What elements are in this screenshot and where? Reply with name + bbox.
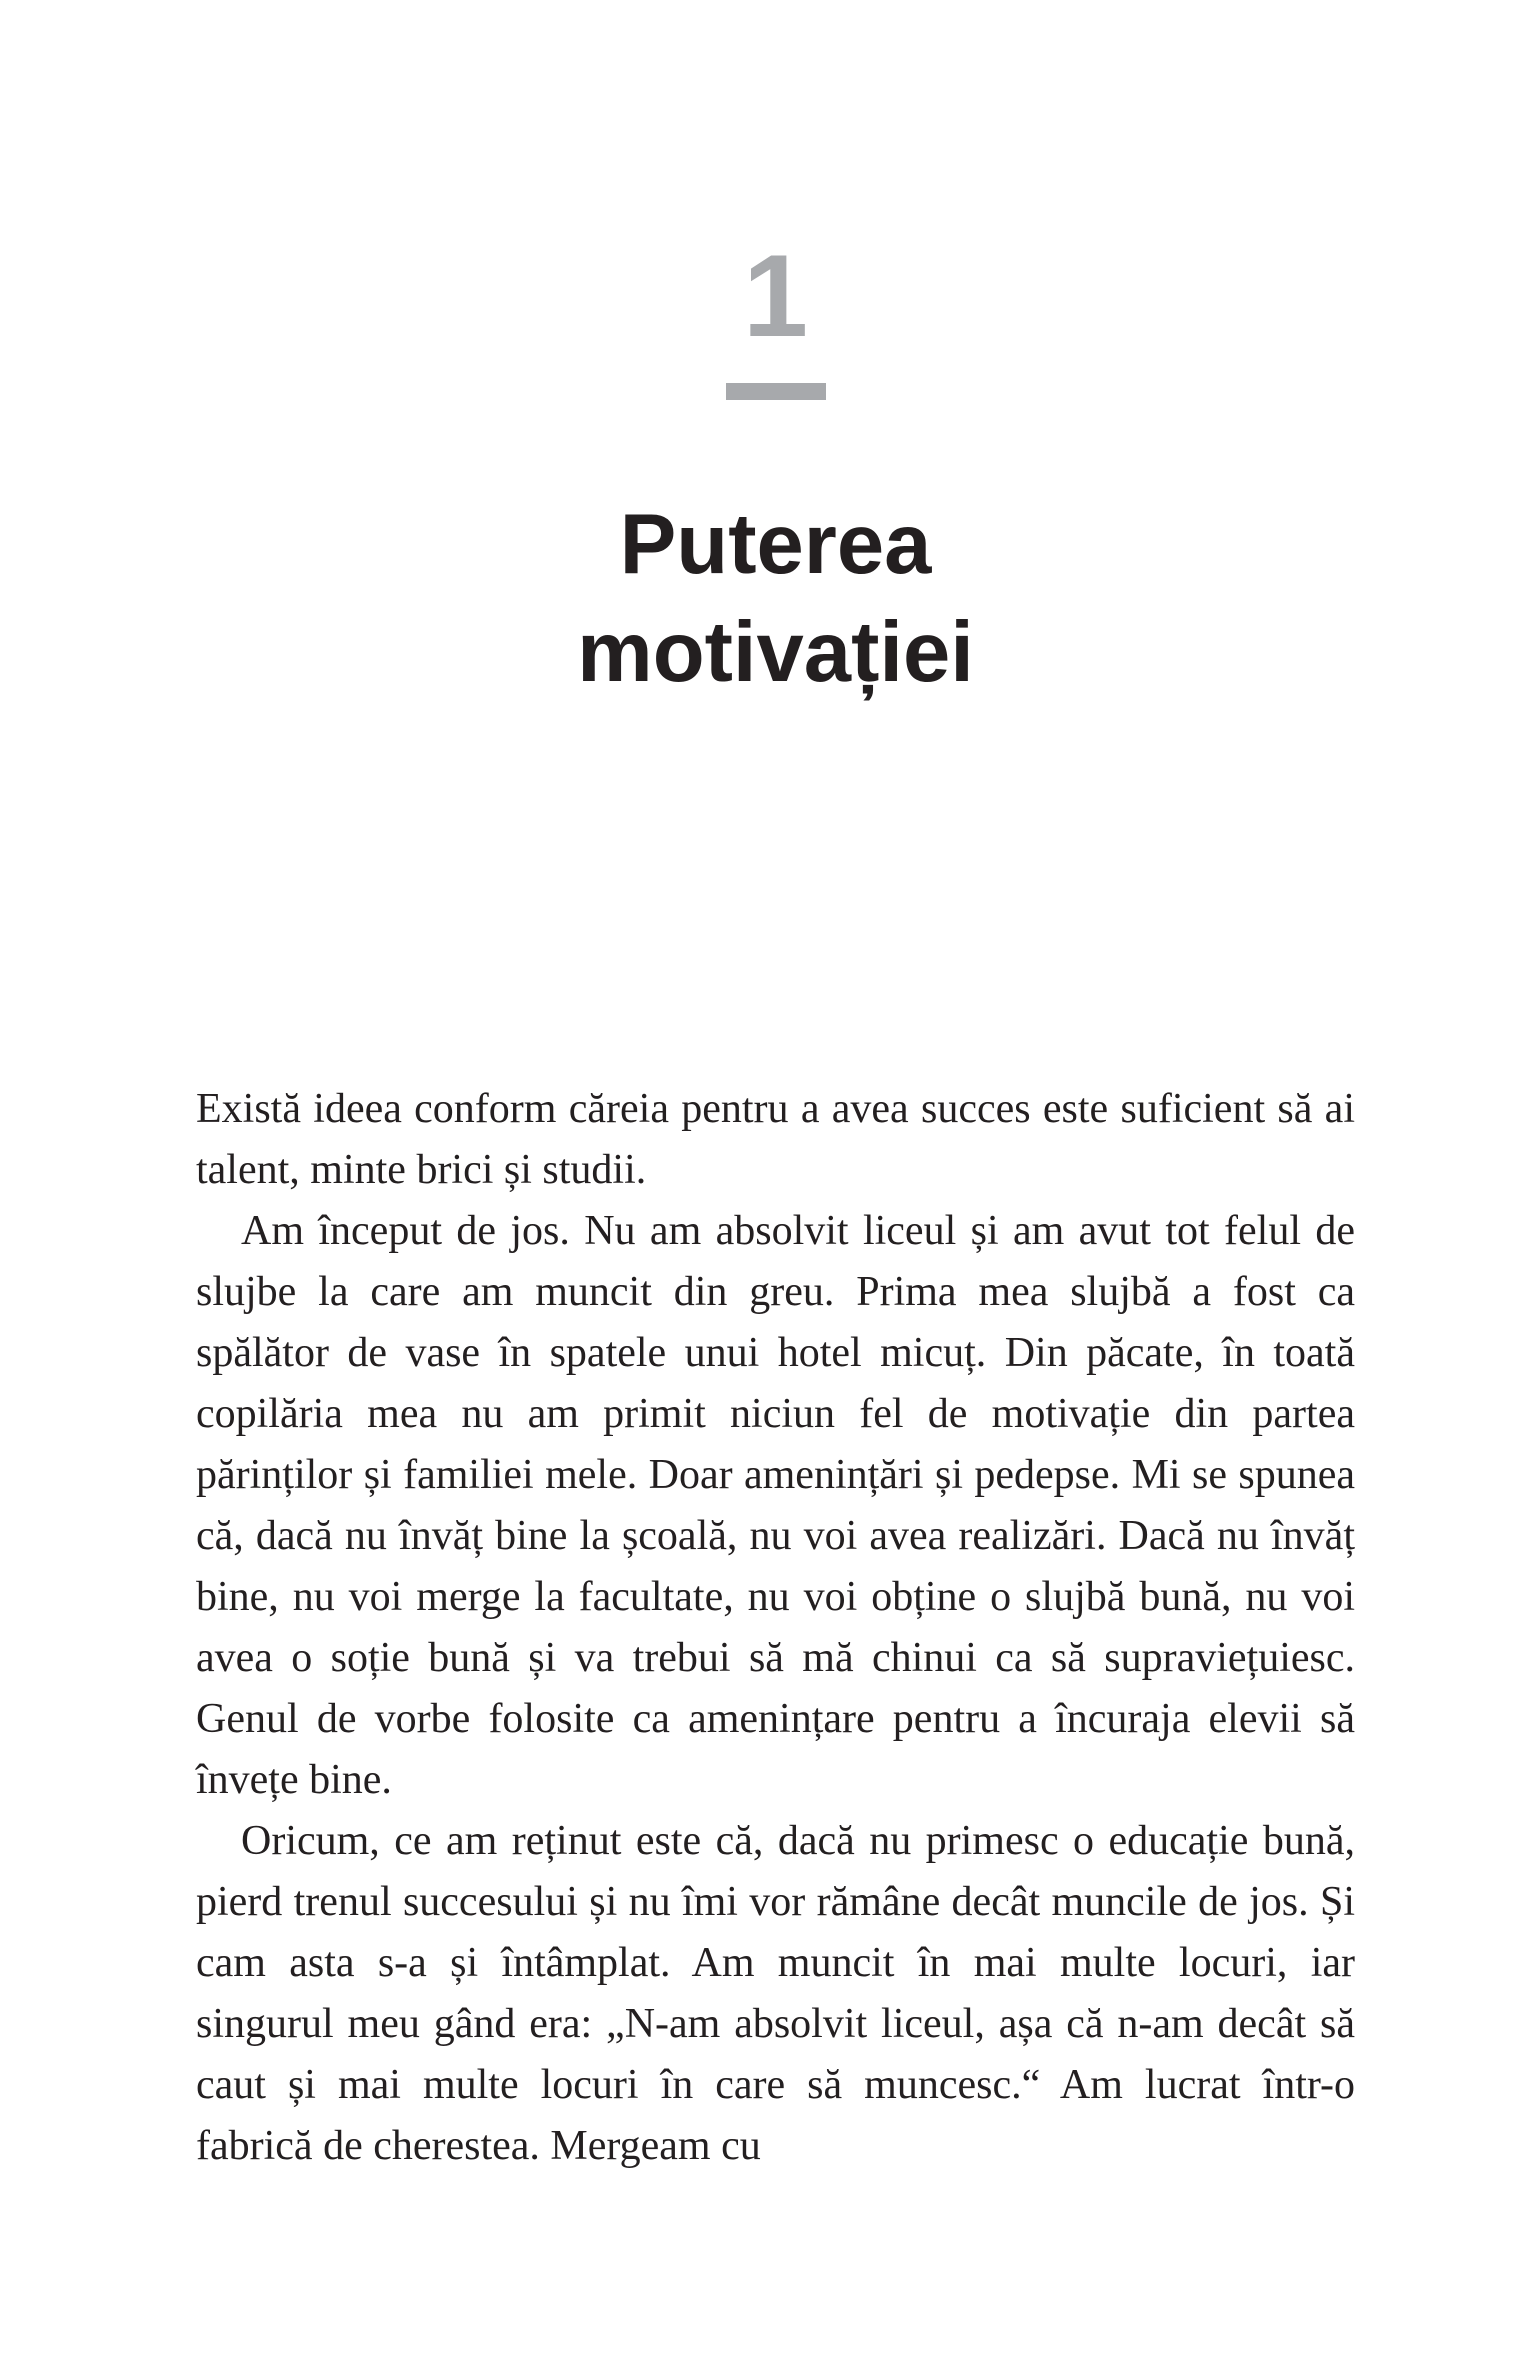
book-page-content [196,0,1355,2362]
chapter-title-line-2: motivației [577,605,974,700]
chapter-title-line-1: Puterea [619,497,932,592]
chapter-number: 1 [742,230,809,361]
paragraph-2: Am început de jos. Nu am absolvit liceul și am avut tot felul de slujbe la care am muncit din greu. Prima mea slujbă a fost ca spălător de vase în spatele unui hotel micuț. Din păcate, în toată copilăria mea nu am primit niciun fel de motivație din partea părinților și familiei mele. Doar amenințări și pedepse. Mi se spunea că, dacă nu învăț bine la școală, nu voi avea realizări. Dacă nu învăț bine, nu voi merge la facultate, nu voi obține o slujbă bună, nu voi avea o soție bună și va trebui să mă chinui ca să supraviețuiesc. Genul de vorbe folosite ca amenințare pentru a încuraja elevii să învețe bine. [196,1208,1355,1803]
paragraph-1: Există ideea conform căreia pentru a avea succes este suficient să ai talent, minte brici și studii. [196,1086,1355,1193]
chapter-divider-rule [726,383,826,400]
paragraph-3: Oricum, ce am reținut este că, dacă nu primesc o educație bună, pierd trenul succesului și nu îmi vor rămâne decât muncile de jos. Și cam asta s-a și întâmplat. Am muncit în mai multe locuri, iar singurul meu gând era: „N-am absolvit liceul, așa că n-am decât să caut și mai multe locuri în care să muncesc.“ Am lucrat într-o fabrică de cherestea. Mergeam cu [196,1818,1355,2169]
chapter-title [196,491,1355,707]
body-text [196,1079,1355,2177]
